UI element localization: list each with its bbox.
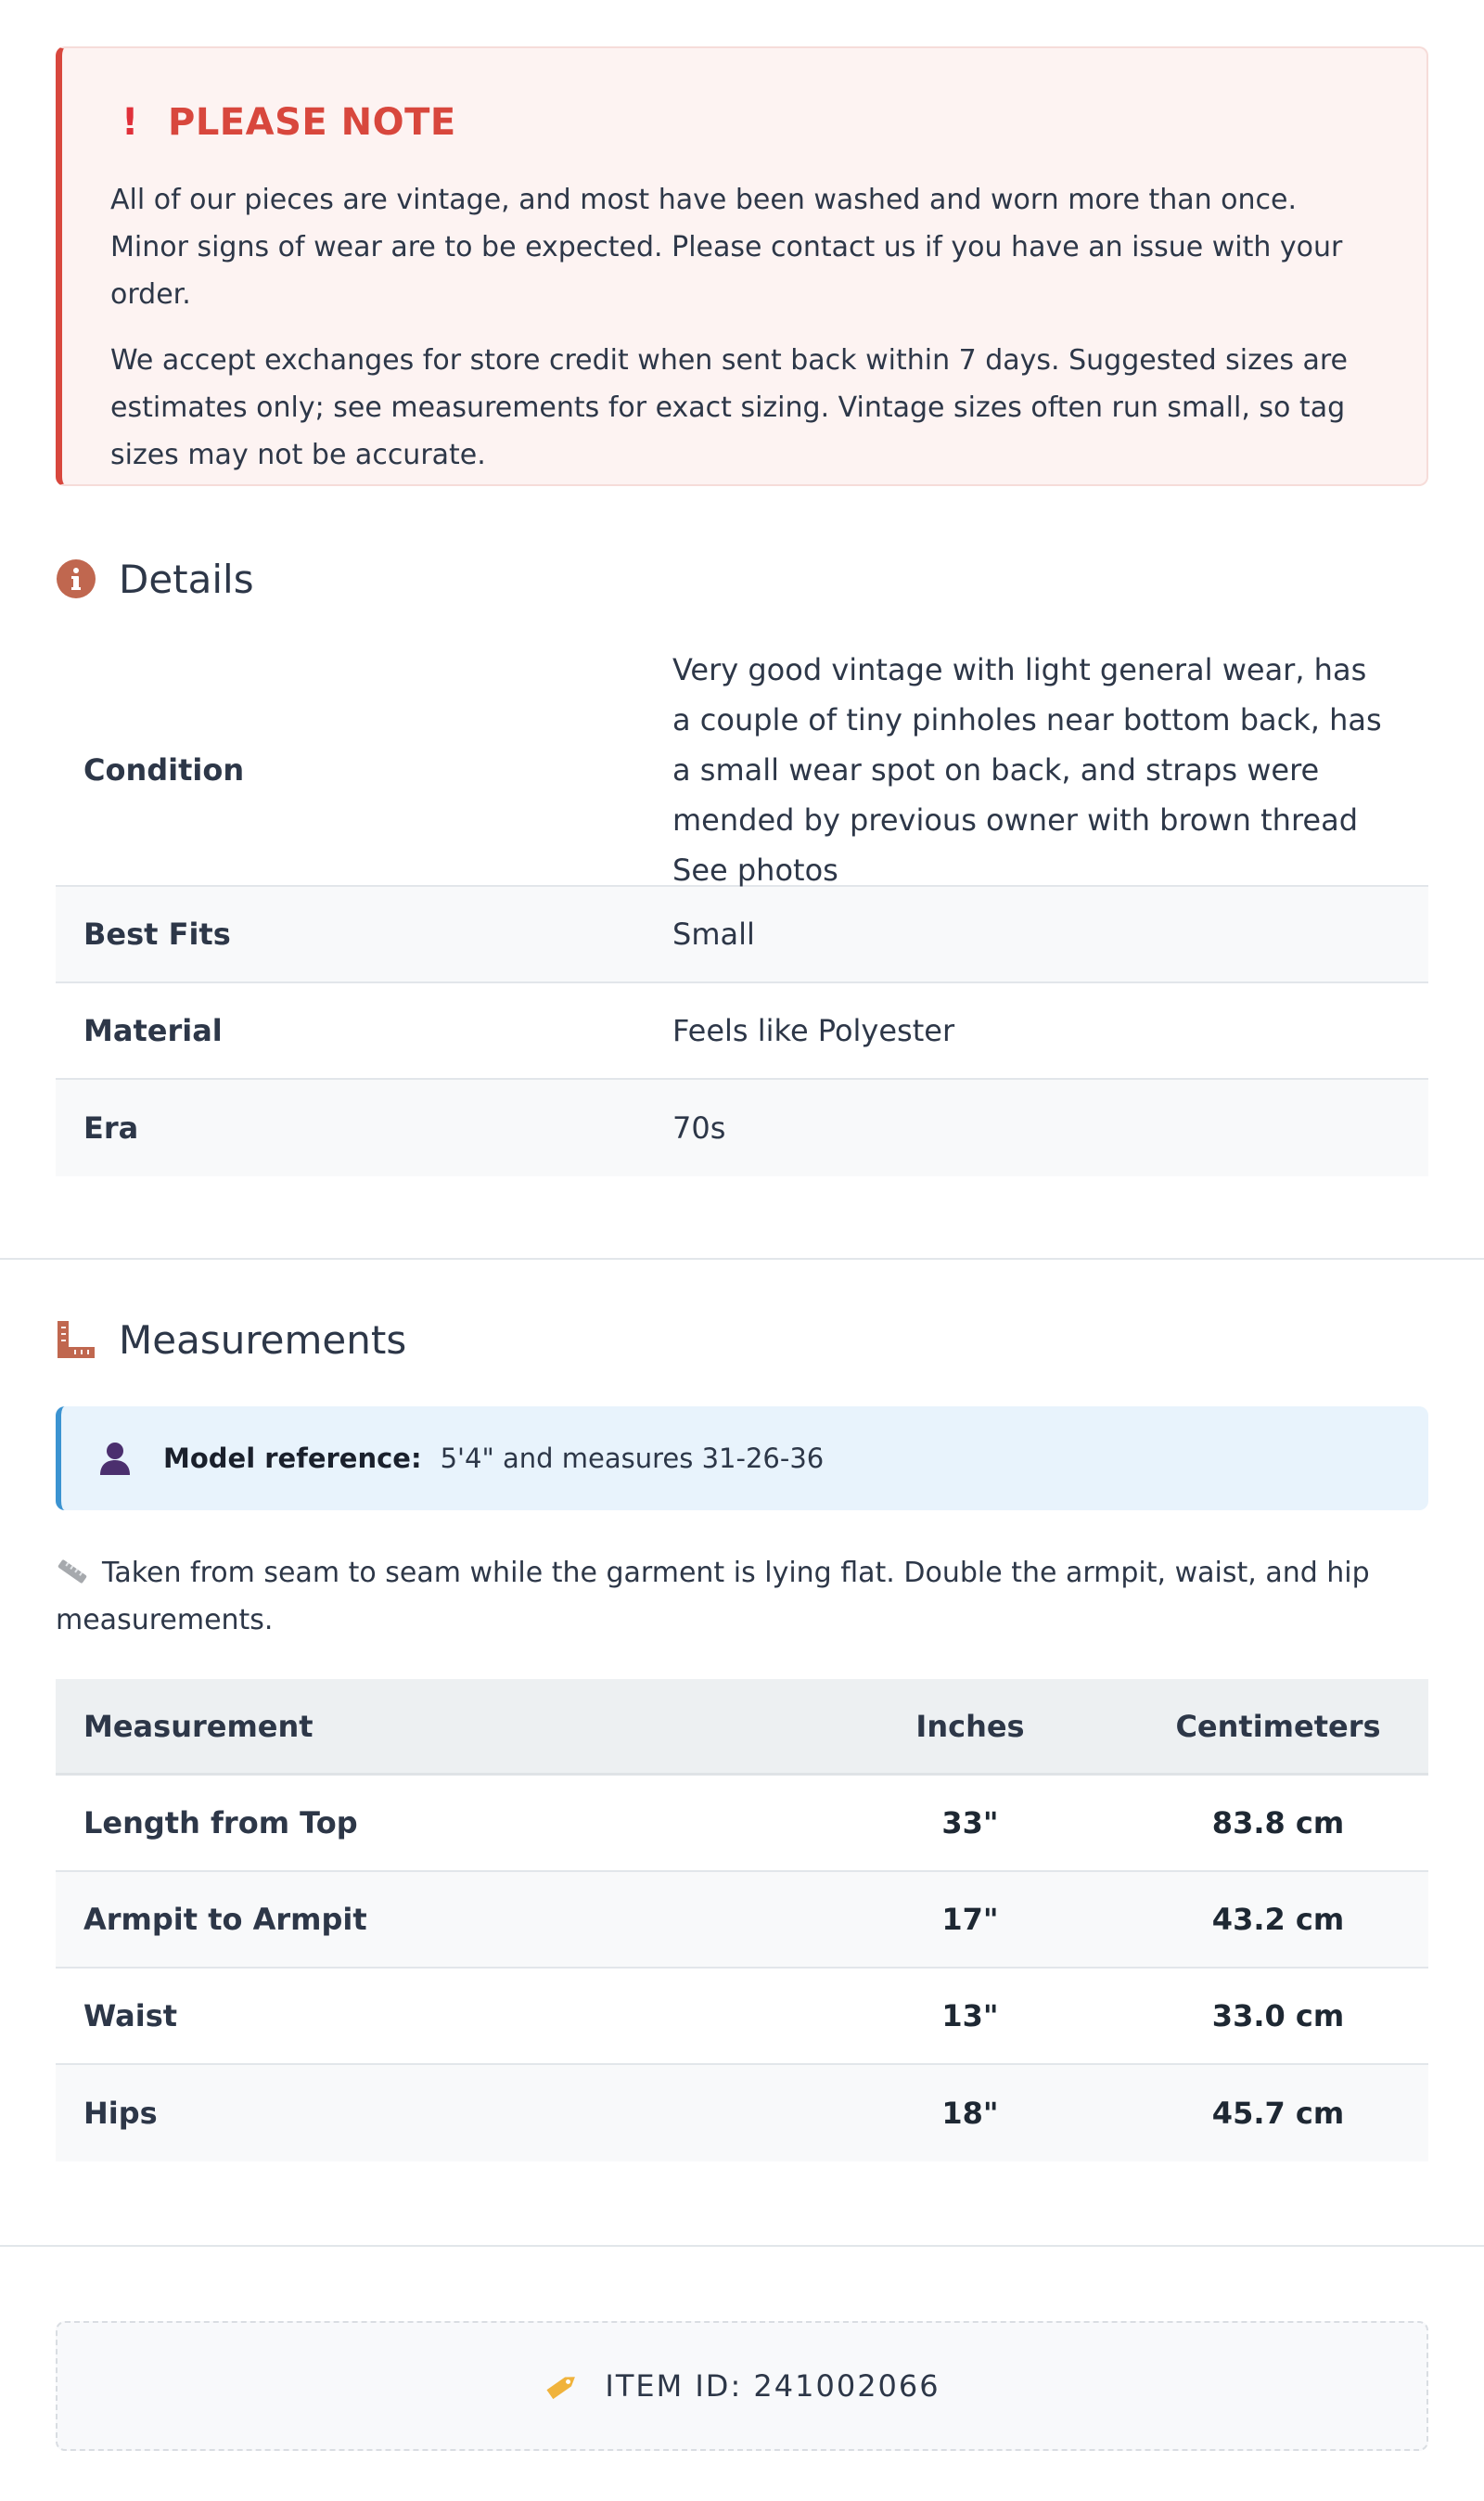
person-icon: [96, 1440, 134, 1477]
measurements-table: [56, 1679, 1428, 2161]
measurement-inches: 18": [941, 2096, 999, 2131]
measurement-name: Length from Top: [83, 1805, 358, 1840]
tag-icon: [544, 2367, 581, 2405]
note-paragraph: All of our pieces are vintage, and most have been washed and worn more than once. Minor signs of wear are to be expected. Please contact us if you have an issue with your order.: [110, 184, 1343, 311]
measurement-note-text: Taken from seam to seam while the garment is lying flat. Double the armpit, waist, and hip measurements.: [56, 1557, 1370, 1636]
column-header-centimeters: Centimeters: [1175, 1708, 1381, 1744]
ruler-icon: [56, 1319, 96, 1360]
column-header-measurement: Measurement: [83, 1708, 313, 1744]
note-title: PLEASE NOTE: [168, 101, 456, 144]
measurement-name: Waist: [83, 1998, 178, 2033]
detail-label: Condition: [83, 752, 245, 788]
table-header-row: [56, 1679, 1428, 1776]
measurement-cm: 45.7 cm: [1211, 2096, 1345, 2131]
info-icon: [56, 558, 96, 599]
measurements-title: Measurements: [119, 1316, 407, 1363]
measurement-inches: 33": [941, 1805, 999, 1840]
measurement-cm: 43.2 cm: [1211, 1902, 1345, 1937]
detail-value: Very good vintage with light general wear, has a couple of tiny pinholes near bottom back, has a small wear spot on back, and straps were mended by previous owner with brown thread See photos: [672, 652, 1382, 888]
details-title: Details: [119, 556, 254, 602]
table-row: [56, 1872, 1428, 1969]
column-header-inches: Inches: [915, 1708, 1025, 1744]
measurement-note: [56, 1549, 1391, 1644]
table-row: [56, 1969, 1428, 2065]
please-note-box: [56, 46, 1428, 486]
detail-label: Best Fits: [83, 917, 231, 952]
measurement-name: Hips: [83, 2096, 158, 2131]
table-row: [56, 983, 1428, 1080]
section-divider: [0, 1258, 1484, 1260]
measurement-inches: 17": [941, 1902, 999, 1937]
exclamation-icon: !: [122, 101, 139, 144]
detail-label: Material: [83, 1013, 223, 1048]
table-row: [56, 887, 1428, 983]
measurement-name: Armpit to Armpit: [83, 1902, 367, 1937]
measurements-header: [56, 1312, 406, 1367]
model-reference-value: 5'4" and measures 31-26-36: [440, 1443, 825, 1474]
detail-label: Era: [83, 1110, 139, 1146]
table-row: [56, 1080, 1428, 1176]
details-table: [56, 652, 1428, 1176]
measurement-cm: 33.0 cm: [1211, 1998, 1345, 2033]
measurement-cm: 83.8 cm: [1211, 1805, 1345, 1840]
straight-ruler-icon: [56, 1558, 89, 1585]
item-id: ITEM ID: 241002066: [605, 2368, 940, 2404]
detail-value: 70s: [672, 1110, 726, 1146]
table-row: [56, 652, 1428, 888]
detail-value: Feels like Polyester: [672, 1013, 955, 1048]
section-divider: [0, 2245, 1484, 2247]
detail-value: Small: [672, 917, 755, 952]
model-reference-label: Model reference:: [163, 1443, 422, 1474]
table-row: [56, 1776, 1428, 1872]
note-header: [110, 101, 1380, 144]
measurement-inches: 13": [941, 1998, 999, 2033]
note-paragraph: We accept exchanges for store credit when sent back within 7 days. Suggested sizes are estimates only; see measurements for exact sizing. Vintage sizes often run small, so tag sizes may not be accurate.: [110, 344, 1349, 471]
table-row: [56, 2065, 1428, 2161]
model-reference-box: [56, 1406, 1428, 1510]
details-header: [56, 551, 254, 607]
item-id-box: [56, 2321, 1428, 2451]
